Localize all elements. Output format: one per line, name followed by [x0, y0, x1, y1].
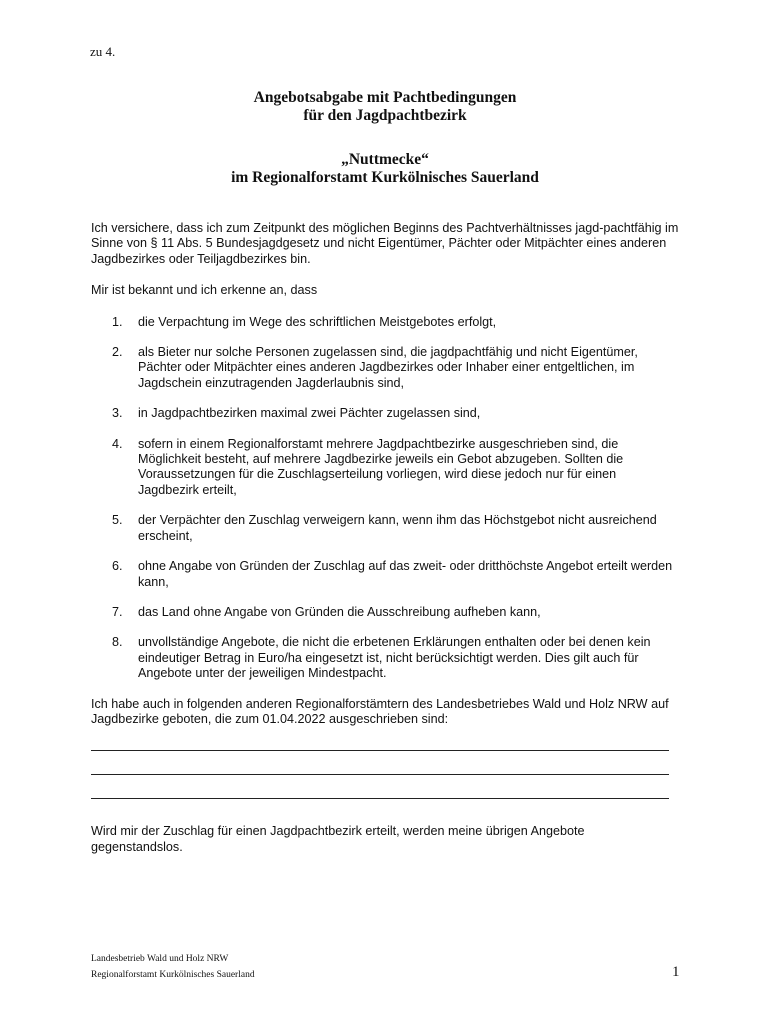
condition-number: 5.	[112, 513, 123, 528]
condition-text: der Verpächter den Zuschlag verweigern kann, wenn ihm das Höchstgebot nicht ausreichend erscheint,	[138, 513, 657, 543]
condition-text: in Jagdpachtbezirken maximal zwei Pächter zugelassen sind,	[138, 406, 481, 421]
condition-number: 2.	[112, 345, 123, 360]
fill-in-line[interactable]	[91, 774, 669, 775]
title-line-2: für den Jagdpachtbezirk	[303, 107, 467, 124]
condition-item	[91, 605, 679, 620]
condition-item	[91, 437, 679, 499]
hunting-district-name: „Nuttmecke“	[341, 151, 429, 168]
condition-text: die Verpachtung im Wege des schriftlichen Meistgebotes erfolgt,	[138, 314, 497, 329]
condition-item	[91, 406, 679, 421]
fill-in-line[interactable]	[91, 750, 669, 751]
condition-item	[91, 345, 679, 391]
condition-number: 8.	[112, 635, 123, 650]
document-reference: zu 4.	[90, 44, 116, 59]
closing-paragraph: Wird mir der Zuschlag für einen Jagdpachtbezirk erteilt, werden meine übrigen Angebote gegenstandslos.	[91, 824, 585, 854]
document-body	[91, 221, 679, 855]
condition-text: unvollständige Angebote, die nicht die erbetenen Erklärungen enthalten oder bei denen kein eindeutiger Betrag in Euro/ha eingesetzt ist, nicht berücksichtigt werden. Dies gilt auch für Angebote unter der jeweiligen Mindestpacht.	[138, 635, 651, 681]
condition-item	[91, 513, 679, 544]
condition-item	[91, 559, 679, 590]
title-line-4: im Regionalforstamt Kurkölnisches Sauerland	[231, 169, 539, 186]
other-offers-paragraph: Ich habe auch in folgenden anderen Regionalforstämtern des Landesbetriebes Wald und Holz NRW auf Jagdbezirke geboten, die zum 01.04.2022 ausgeschrieben sind:	[91, 696, 669, 726]
condition-text: als Bieter nur solche Personen zugelassen sind, die jagdpachtfähig und nicht Eigentümer, Pächter oder Mitpächter eines anderen Jagdbezirkes oder Inhaber einer entgeltlichen, im Jagdschein einzutragenden Jagderlaubnis sind,	[138, 345, 638, 390]
conditions-list	[91, 315, 679, 682]
page-footer	[91, 951, 255, 983]
condition-item	[91, 315, 679, 330]
title-line-1: Angebotsabgabe mit Pachtbedingungen	[253, 89, 517, 106]
footer-office: Regionalforstamt Kurkölnisches Sauerland	[91, 970, 255, 980]
condition-item	[91, 635, 679, 681]
condition-number: 6.	[112, 559, 123, 574]
document-title	[0, 89, 770, 187]
acknowledgement-lead: Mir ist bekannt und ich erkenne an, dass	[91, 283, 318, 298]
condition-number: 7.	[112, 604, 123, 619]
condition-number: 1.	[112, 314, 123, 329]
fill-in-line[interactable]	[91, 798, 669, 799]
condition-text: das Land ohne Angabe von Gründen die Ausschreibung aufheben kann,	[138, 604, 541, 619]
page-number: 1	[672, 964, 680, 980]
fill-in-lines	[91, 750, 679, 799]
condition-number: 4.	[112, 436, 123, 451]
condition-text: sofern in einem Regionalforstamt mehrere Jagdpachtbezirke ausgeschrieben sind, die Möglichkeit besteht, auf mehrere Jagdbezirke jeweils ein Gebot abzugeben. Sollten die Voraussetzungen für die Zuschlagserteilung vorliegen, wird diese jedoch nur für einen Jagdbezirk erteilt,	[138, 436, 624, 497]
condition-text: ohne Angabe von Gründen der Zuschlag auf das zweit- oder dritthöchste Angebot erteilt werden kann,	[138, 559, 673, 589]
declaration-paragraph: Ich versichere, dass ich zum Zeitpunkt des möglichen Beginns des Pachtverhältnisses jagd-pachtfähig im Sinne von § 11 Abs. 5 Bundesjagdgesetz und nicht Eigentümer, Pächter oder Mitpächter eines anderen Jagdbezirkes oder Teiljagdbezirkes bin.	[91, 221, 679, 266]
footer-organisation: Landesbetrieb Wald und Holz NRW	[91, 954, 229, 964]
condition-number: 3.	[112, 406, 123, 421]
